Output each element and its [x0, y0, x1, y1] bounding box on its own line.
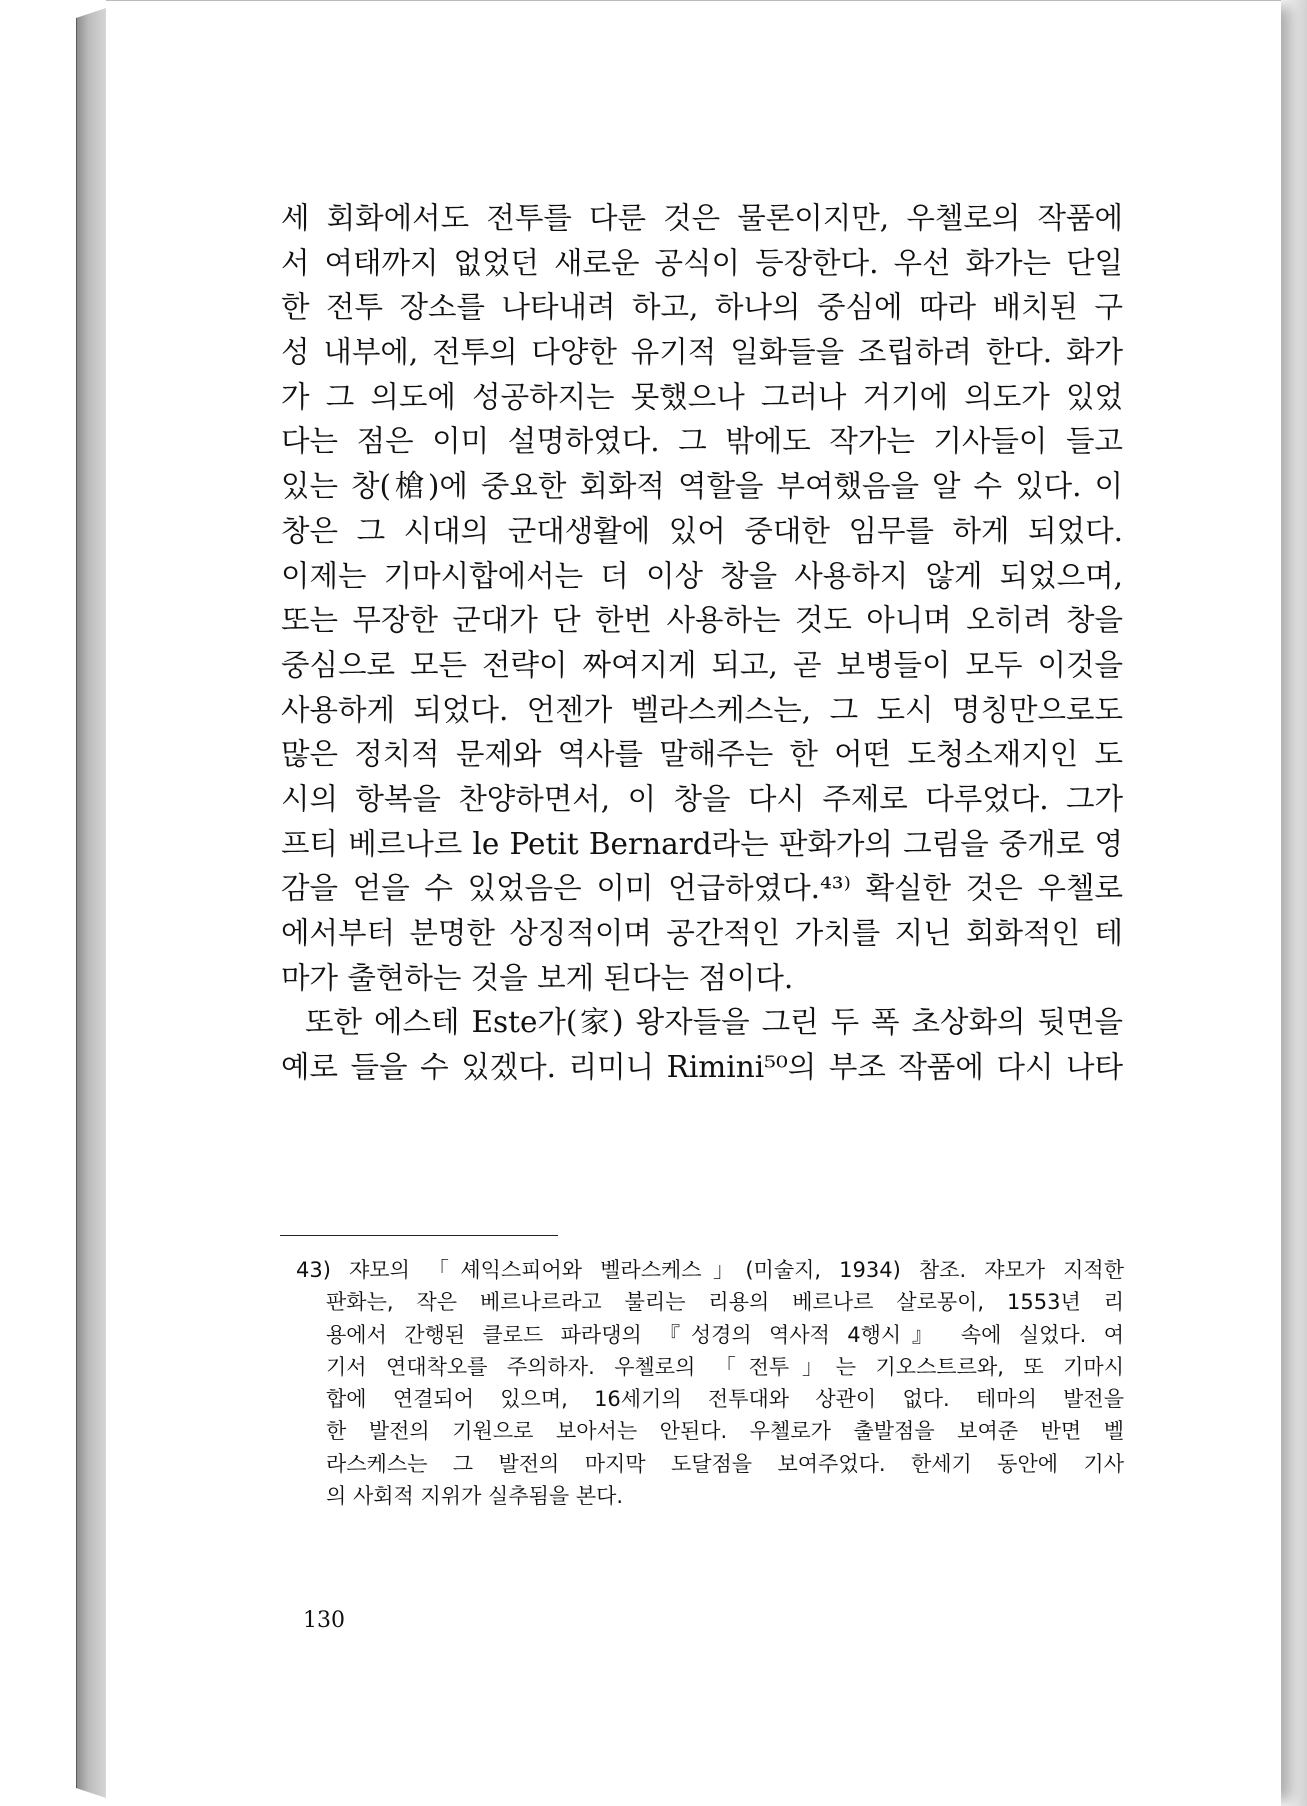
footnote-divider [280, 1235, 558, 1236]
footnote-line: 기서 연대착오를 주의하자. 우첼로의 「전투」는 기오스트르와, 또 기마시 [326, 1354, 1124, 1379]
body-text [281, 196, 1123, 1090]
footnote-line: 합에 연결되어 있으며, 16세기의 전투대와 상관이 없다. 테마의 발전을 [326, 1387, 1124, 1412]
footnote-line: 판화는, 작은 베르나르라고 불리는 리용의 베르나르 살로몽이, 1553년 리 [326, 1290, 1124, 1315]
body-line: 중심으로 모든 전략이 짜여지게 되고, 곧 보병들이 모두 이것을 [281, 647, 1123, 682]
body-line: 예로 들을 수 있겠다. 리미니 Rimini⁵⁰의 부조 작품에 다시 나타 [281, 1050, 1123, 1085]
body-line: 에서부터 분명한 상징적이며 공간적인 가치를 지닌 회화적인 테 [281, 916, 1123, 950]
body-line: 성 내부에, 전투의 다양한 유기적 일화들을 조립하려 한다. 화가 [281, 335, 1123, 370]
body-line: 많은 정치적 문제와 역사를 말해주는 한 어떤 도청소재지인 도 [281, 737, 1123, 772]
footnote-line: 43) 쟈모의 「셰익스피어와 벨라스케스」(미술지, 1934) 참조. 쟈모가 지적한 [296, 1258, 1124, 1282]
body-line: 다는 점은 이미 설명하였다. 그 밖에도 작가는 기사들이 들고 [281, 424, 1123, 459]
body-line: 마가 출현하는 것을 보게 된다는 점이다. [281, 960, 794, 995]
body-line: 또한 에스테 Este가(家) 왕자들을 그린 두 폭 초상화의 뒷면을 [305, 1005, 1123, 1040]
footnote-line: 한 발전의 기원으로 보아서는 안된다. 우첼로가 출발점을 보여준 반면 벨 [326, 1419, 1124, 1444]
body-line: 창은 그 시대의 군대생활에 있어 중대한 임무를 하게 되었다. [281, 513, 1123, 548]
page-number: 130 [303, 1608, 345, 1633]
body-line: 감을 얻을 수 있었음은 이미 언급하였다.⁴³⁾ 확실한 것은 우첼로 [281, 871, 1123, 906]
page-right-shadow [1281, 0, 1307, 1806]
book-spine-edge [76, 8, 107, 1798]
body-line: 한 전투 장소를 나타내려 하고, 하나의 중심에 따라 배치된 구 [281, 290, 1123, 325]
footnote-line: 의 사회적 지위가 실추됨을 본다. [326, 1484, 624, 1509]
body-line: 가 그 의도에 성공하지는 못했으나 그러나 거기에 의도가 있었 [281, 379, 1123, 414]
footnote-43 [296, 1254, 1124, 1512]
body-line: 프티 베르나르 le Petit Bernard라는 판화가의 그림을 중개로 영 [281, 826, 1123, 861]
body-line: 세 회화에서도 전투를 다룬 것은 물론이지만, 우첼로의 작품에 [281, 201, 1123, 235]
footnote-line: 용에서 간행된 클로드 파라댕의 『성경의 역사적 4행시』 속에 실었다. 여 [326, 1322, 1124, 1347]
body-line: 이제는 기마시합에서는 더 이상 창을 사용하지 않게 되었으며, [281, 558, 1123, 593]
body-line: 있는 창(槍)에 중요한 회화적 역할을 부여했음을 알 수 있다. 이 [281, 469, 1123, 504]
body-line: 시의 항복을 찬양하면서, 이 창을 다시 주제로 다루었다. 그가 [281, 781, 1123, 816]
footnote-line: 라스케스는 그 발전의 마지막 도달점을 보여주었다. 한세기 동안에 기사 [326, 1451, 1124, 1476]
body-line: 사용하게 되었다. 언젠가 벨라스케스는, 그 도시 명칭만으로도 [281, 692, 1123, 727]
body-line: 서 여태까지 없었던 새로운 공식이 등장한다. 우선 화가는 단일 [281, 245, 1123, 280]
body-line: 또는 무장한 군대가 단 한번 사용하는 것도 아니며 오히려 창을 [281, 603, 1123, 638]
